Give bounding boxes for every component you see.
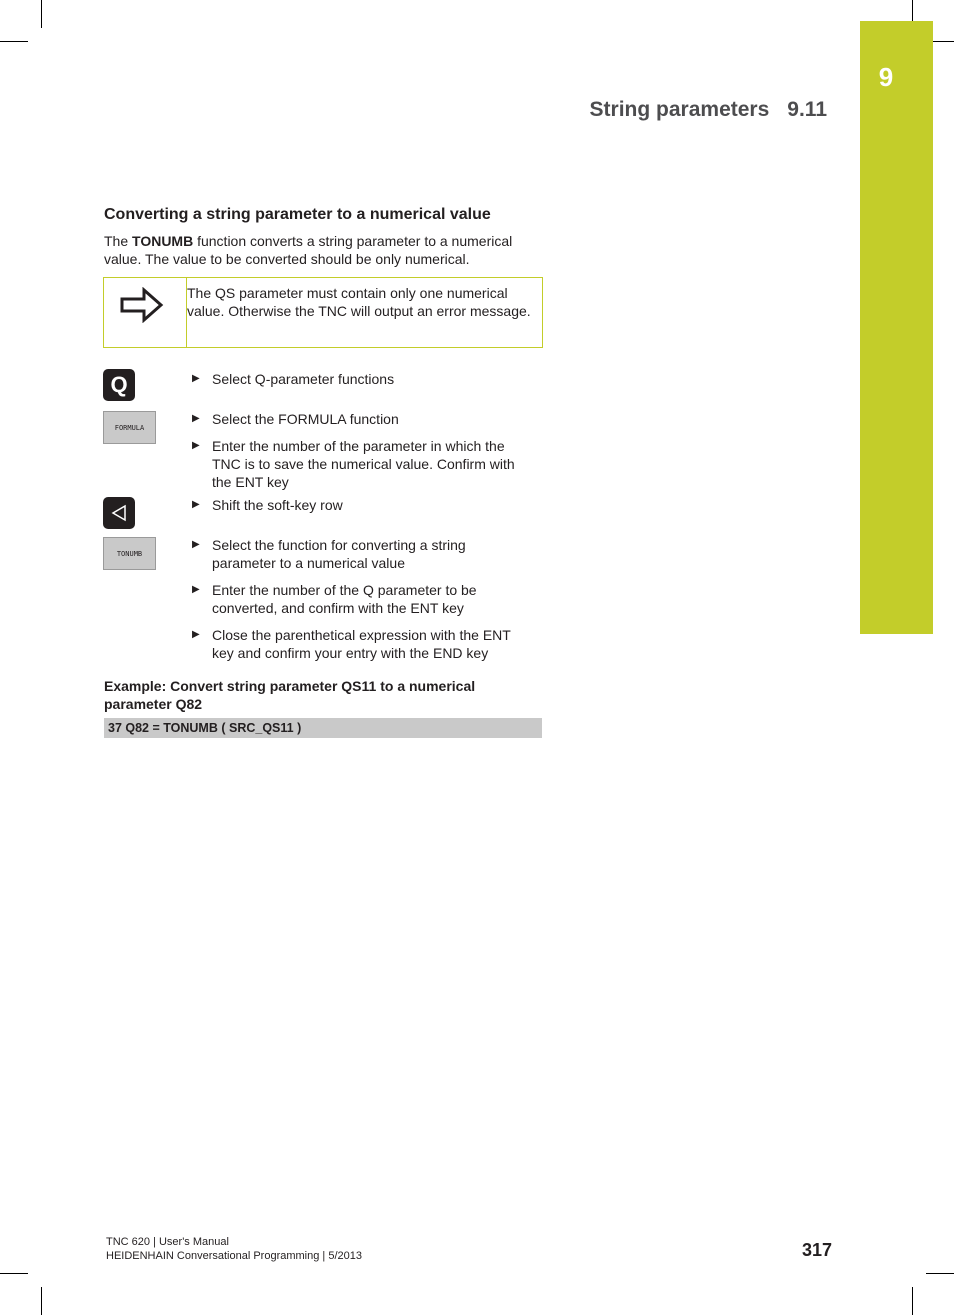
- intro-prefix: The: [104, 233, 133, 249]
- crop-mark: [41, 1287, 42, 1315]
- formula-softkey: FORMULA: [103, 411, 156, 444]
- bullet-triangle-icon: ▶: [192, 629, 200, 640]
- step-item: [192, 496, 532, 514]
- footer-line-1: TNC 620 | User's Manual: [106, 1236, 229, 1248]
- q-key-icon: Q: [103, 369, 135, 401]
- page-number: 317: [801, 1240, 832, 1260]
- step-text: Shift the soft-key row: [212, 497, 343, 513]
- intro-paragraph: [104, 233, 544, 268]
- step-text: Select Q-parameter functions: [212, 371, 395, 387]
- note-text: The QS parameter must contain only one numerical value. Otherwise the TNC will output an error message.: [187, 285, 531, 319]
- step-text: Enter the number of the parameter in which the TNC is to save the numerical value. Confirm with the ENT key: [212, 438, 515, 490]
- step-item: [192, 581, 532, 617]
- step-text: Select the function for converting a string parameter to a numerical value: [212, 537, 466, 571]
- chapter-number: 9: [878, 62, 894, 92]
- bullet-triangle-icon: ▶: [192, 539, 200, 550]
- step-item: [192, 626, 532, 662]
- intro-suffix: function converts a string parameter to a numerical value. The value to be converted should be only numerical.: [104, 233, 513, 267]
- crop-mark: [926, 1273, 954, 1274]
- arrow-right-icon: [120, 287, 164, 323]
- crop-mark: [912, 1287, 913, 1315]
- step-item: [192, 437, 532, 491]
- crop-mark: [41, 0, 42, 28]
- step-text: Close the parenthetical expression with the ENT key and confirm your entry with the END key: [212, 627, 511, 661]
- running-head: [590, 98, 827, 122]
- footer-line-2: HEIDENHAIN Conversational Programming | 5/2013: [106, 1250, 362, 1262]
- step-item: [192, 410, 532, 428]
- chapter-tab: [860, 21, 933, 634]
- crop-mark: [0, 1273, 28, 1274]
- bullet-triangle-icon: ▶: [192, 373, 200, 384]
- section-heading: Converting a string parameter to a numerical value: [104, 206, 491, 223]
- footer: [106, 1235, 362, 1263]
- step-text: Enter the number of the Q parameter to be converted, and confirm with the ENT key: [212, 582, 477, 616]
- bullet-triangle-icon: ▶: [192, 499, 200, 510]
- step-item: [192, 536, 532, 572]
- triangle-left-icon: [103, 497, 135, 529]
- note-box: [103, 277, 543, 348]
- step-item: [192, 370, 532, 388]
- intro-keyword: TONUMB: [132, 233, 194, 249]
- tonumb-softkey: TONUMB: [103, 537, 156, 570]
- crop-mark: [0, 41, 28, 42]
- bullet-triangle-icon: ▶: [192, 584, 200, 595]
- step-text: Select the FORMULA function: [212, 411, 399, 427]
- running-head-section: 9.11: [787, 98, 827, 121]
- running-head-title: String parameters: [589, 98, 770, 121]
- example-heading: Example: Convert string parameter QS11 to a numerical parameter Q82: [104, 678, 476, 712]
- bullet-triangle-icon: ▶: [192, 413, 200, 424]
- code-line: 37 Q82 = TONUMB ( SRC_QS11 ): [104, 718, 542, 738]
- bullet-triangle-icon: ▶: [192, 440, 200, 451]
